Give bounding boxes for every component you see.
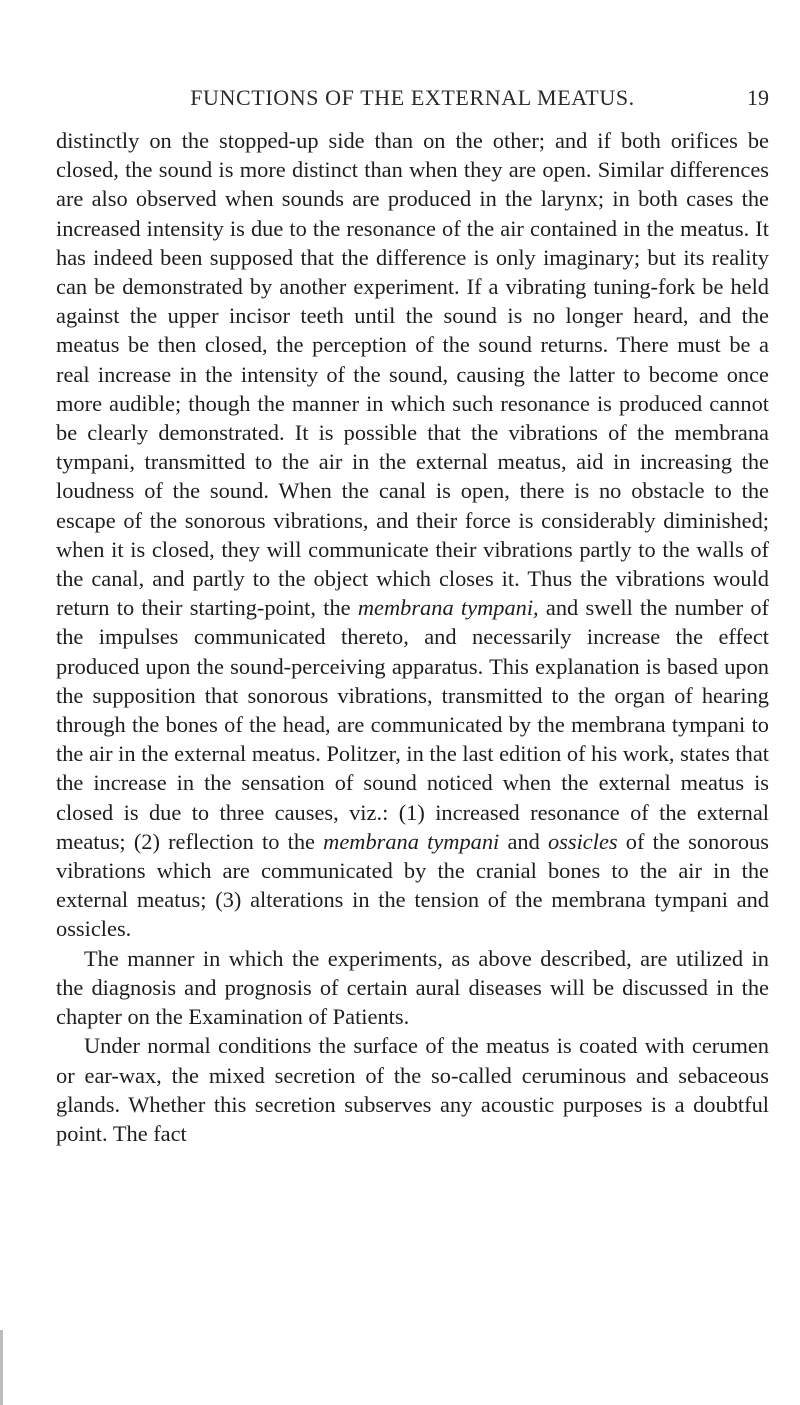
page-edge-shadow	[0, 1330, 3, 1405]
paragraph: The manner in which the experiments, as above described, are utilized in the diagnosis and prognosis of certain aural diseases will be discussed in the chapter on the Examination of Patients.	[56, 945, 769, 1030]
italic-term: ossicles	[547, 828, 618, 854]
text-run: of the sonorous vibrations which are communicated by the cranial bones to the air in the external meatus; (3) alterations in the tension of the membrana tympani and ossicles.	[56, 828, 769, 942]
paragraph: Under normal conditions the surface of the meatus is coated with cerumen or ear-wax, the mixed secretion of the so-called ceruminous and sebaceous glands. Whether this secretion subserves any acoustic purposes is a doubtful point. The fact	[56, 1033, 769, 1146]
body-text	[56, 126, 769, 1148]
page-number: 19	[747, 85, 769, 110]
italic-term: membrana tympani,	[357, 595, 539, 621]
paragraph-continuation	[56, 126, 769, 944]
text-run: and	[499, 828, 548, 854]
italic-term: membrana tympani	[323, 828, 500, 854]
text-run: distinctly on the stopped-up side than on the other; and if both orifices be closed, the sound is more distinct than when they are open. Similar differences are also observed when sounds are produced in the larynx; in both cases the increased intensity is due to the resonance of the air contained in the meatus. It has indeed been supposed that the difference is only imaginary; but its reality can be demonstrated by another experiment. If a vibrating tuning-fork be held against the upper incisor teeth until the sound is no longer heard, and the meatus be then closed, the perception of the sound returns. There must be a real increase in the intensity of the sound, causing the latter to become once more audible; though the manner in which such resonance is produced cannot be clearly demonstrated. It is possible that the vibrations of the membrana tympani, transmitted to the air in the external meatus, aid in increasing the loudness of the sound. When the canal is open, there is no obstacle to the escape of the sonorous vibrations, and their force is considerably diminished; when it is closed, they will communicate their vibrations partly to the walls of the canal, and partly to the object which closes it. Thus the vibrations would return to their starting-point, the	[56, 128, 769, 621]
running-head	[56, 85, 769, 115]
running-title: FUNCTIONS OF THE EXTERNAL MEATUS.	[190, 85, 635, 110]
text-run: and swell the number of the impulses communicated thereto, and necessarily increase the effect produced upon the sound-perceiving apparatus. This explanation is based upon the supposition that sonorous vibrations, transmitted to the organ of hearing through the bones of the head, are communicated by the membrana tympani to the air in the external meatus. Politzer, in the last edition of his work, states that the increase in the sensation of sound noticed when the external meatus is closed is due to three causes, viz.: (1) increased resonance of the external meatus; (2) reflection to the	[56, 595, 770, 854]
